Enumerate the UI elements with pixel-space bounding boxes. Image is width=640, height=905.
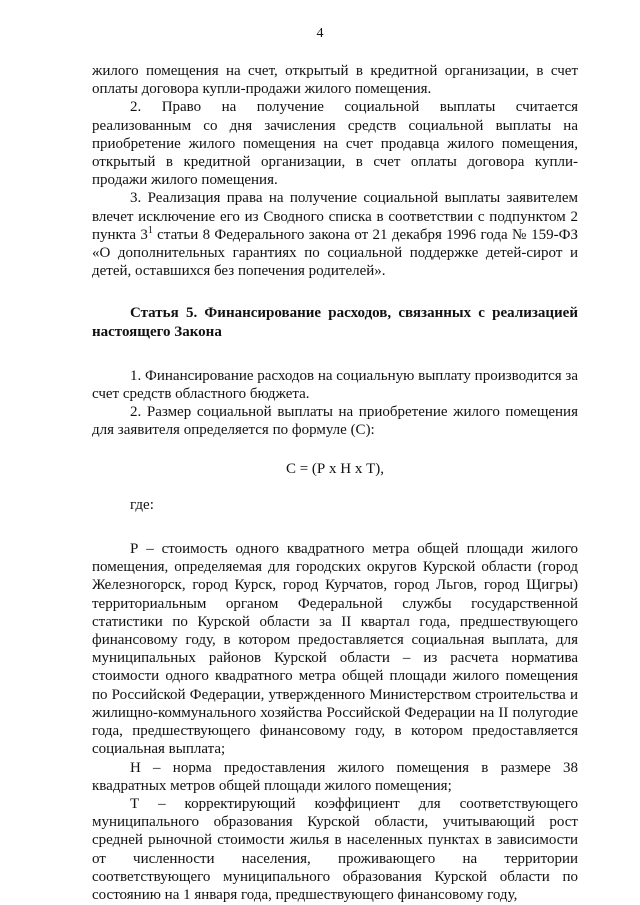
definition-p: Р – стоимость одного квадратного метра общей площади жилого помещения, определяемая для городских округов Курской области (город Железногорск, город Курск, город Курчатов, город Льгов, город Щигры) территориальным органом Федеральной службы государственной статистики по Курской области за II квартал года, предшествующего финансовому году, в котором предоставляется социальная выплата, для муниципальных районов Курской области – из расчета норматива стоимости одного квадратного метра общей площади жилого помещения по Российской Федерации, утвержденного Министерством строительства и жилищно-коммунального хозяйства Российской Федерации на II полугодие года, предшествующего финансовому году, в котором предоставляется социальная выплата; — [92, 541, 578, 758]
paragraph-continuation: жилого помещения на счет, открытый в кредитной организации, в счет оплаты договора купли-продажи жилого помещения. — [92, 63, 578, 98]
definition-h: Н – норма предоставления жилого помещения в размере 38 квадратных метров общей площади жилого помещения; — [92, 759, 578, 794]
paragraph-4-3-text-b: статьи 8 Федерального закона от 21 декабря 1996 года № 159-ФЗ «О дополнительных гарантиях по социальной поддержке детей-сирот и детей, оставшихся без попечения родителей». — [92, 226, 578, 280]
definition-t: Т – корректирующий коэффициент для соответствующего муниципального образования Курской области, учитывающий рост средней рыночной стоимости жилья в населенных пунктах в зависимости от численности населения, проживающего на территории соответствующего муниципального образования Курской области по состоянию на 1 января года, предшествующего финансовому году, — [92, 795, 578, 903]
superscript: 1 — [147, 224, 153, 236]
paragraph-5-2: 2. Размер социальной выплаты на приобретение жилого помещения для заявителя определяется по формуле (С): — [92, 404, 578, 439]
formula: С = (Р х Н х Т), — [285, 460, 385, 477]
page-number: 4 — [316, 26, 324, 41]
paragraph-4-2: 2. Право на получение социальной выплаты считается реализованным со дня зачисления средств социальной выплаты на приобретение жилого помещения на счет продавца жилого помещения, открытый в кредитной организации, в счет оплаты договора купли-продажи жилого помещения. — [92, 99, 578, 189]
article-heading: Статья 5. Финансирование расходов, связанных с реализацией настоящего Закона — [92, 305, 578, 340]
paragraph-5-1: 1. Финансирование расходов на социальную выплату производится за счет средств областного бюджета. — [92, 367, 578, 403]
document-body — [92, 62, 578, 904]
paragraph-4-3 — [92, 189, 578, 280]
where-label: где: — [130, 496, 154, 513]
paragraph-4-3-text-a: 3. Реализация права на получение социальной выплаты заявителем влечет исключение его из Сводного списка в соответствии с подпунктом 2 пункта 3 — [92, 190, 578, 243]
